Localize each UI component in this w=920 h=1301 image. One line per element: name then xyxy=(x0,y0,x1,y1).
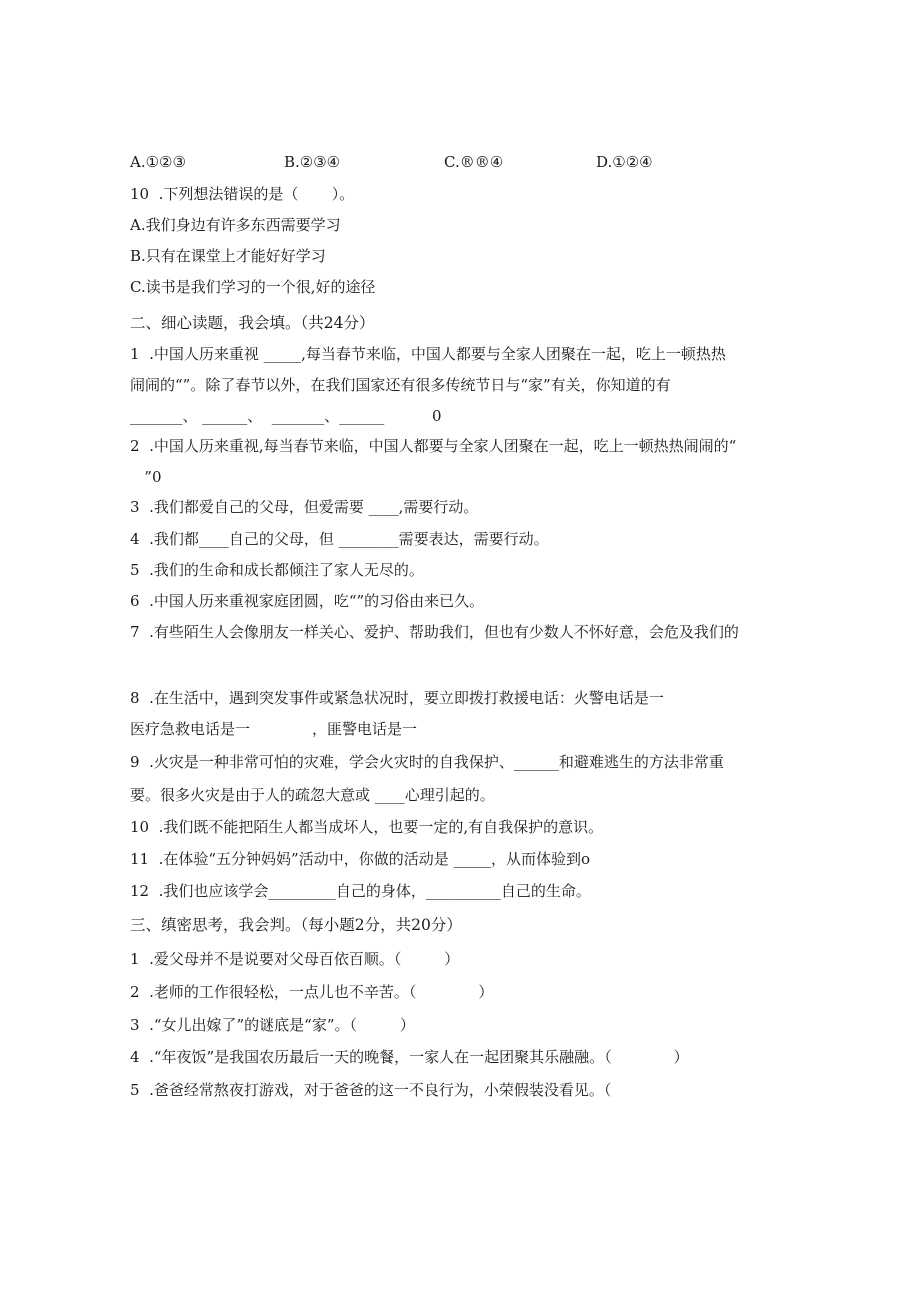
fill-item-7: 7 .有些陌生人会像朋友一样关心、爱护、帮助我们，但也有少数人不怀好意，会危及我们的 xyxy=(130,623,739,641)
judge-item-4: 4 .“年夜饭”是我国农历最后一天的晚餐，一家人在一起团聚其乐融融。（ ） xyxy=(130,1048,689,1066)
fill-item-11: 11 .在体验“五分钟妈妈”活动中，你做的活动是 _____，从而体验到o xyxy=(130,850,591,868)
judge-item-5: 5 .爸爸经常熬夜打游戏，对于爸爸的这一不良行为，小荣假装没看见。（ xyxy=(130,1081,612,1099)
section-2-title: 二、细心读题，我会填。（共24分） xyxy=(130,314,375,332)
fill-item-10: 10 .我们既不能把陌生人都当成坏人，也要一定的,有自我保护的意识。 xyxy=(130,818,604,836)
question-10-option-a: A.我们身边有许多东西需要学习 xyxy=(130,216,341,234)
judge-item-2: 2 .老师的工作很轻松，一点儿也不辛苦。（ ） xyxy=(130,983,494,1001)
fill-item-1-line-3: _______、 ______、 _______、______ 0 xyxy=(130,407,442,425)
option-b: B.②③④ xyxy=(284,153,341,171)
fill-item-2-line-1: 2 .中国人历来重视,每当春节来临，中国人都要与全家人团聚在一起，吃上一顿热热闹闹的“ xyxy=(130,437,737,455)
section-3-title: 三、缜密思考，我会判。（每小题2分，共20分） xyxy=(130,916,462,934)
fill-item-6: 6 .中国人历来重视家庭团圆，吃“”的习俗由来已久。 xyxy=(130,592,485,610)
fill-item-9-line-1: 9 .火灾是一种非常可怕的灾难，学会火灾时的自我保护、______和避难逃生的方法非常重 xyxy=(130,753,724,771)
fill-item-12: 12 .我们也应该学会_________自己的身体，__________自己的生命。 xyxy=(130,882,591,900)
fill-item-1-line-1: 1 .中国人历来重视 _____,每当春节来临，中国人都要与全家人团聚在一起，吃上一顿热热 xyxy=(130,345,726,363)
question-10-option-b: B.只有在课堂上才能好好学习 xyxy=(130,247,326,265)
fill-item-8-line-1: 8 .在生活中，遇到突发事件或紧急状况时，要立即拨打救援电话：火警电话是一 xyxy=(130,689,664,707)
fill-item-2-line-2: ”0 xyxy=(130,468,162,486)
option-a: A.①②③ xyxy=(130,153,186,171)
fill-item-4: 4 .我们都____自己的父母，但 ________需要表达，需要行动。 xyxy=(130,530,549,548)
judge-item-1: 1 .爱父母并不是说要对父母百依百顺。（ ） xyxy=(130,950,460,968)
fill-item-9-line-2: 要。很多火灾是由于人的疏忽大意或 ____心理引起的。 xyxy=(130,786,495,804)
fill-item-5: 5 .我们的生命和成长都倾注了家人无尽的。 xyxy=(130,561,424,579)
question-10-stem: 10 .下列想法错误的是（ ）。 xyxy=(130,185,355,203)
judge-item-3: 3 .“女儿出嫁了”的谜底是“家”。（ ） xyxy=(130,1016,415,1034)
option-c: C.®®④ xyxy=(444,153,504,171)
fill-item-3: 3 .我们都爱自己的父母，但爱需要 ____,需要行动。 xyxy=(130,498,479,516)
option-d: D.①②④ xyxy=(596,153,653,171)
fill-item-1-line-2: 闹闹的“”。除了春节以外，在我们国家还有很多传统节日与“家”有关，你知道的有 xyxy=(130,376,671,394)
question-10-option-c: C.读书是我们学习的一个很,好的途径 xyxy=(130,278,376,296)
fill-item-8-line-2: 医疗急救电话是一 ，匪警电话是一 xyxy=(130,720,417,738)
